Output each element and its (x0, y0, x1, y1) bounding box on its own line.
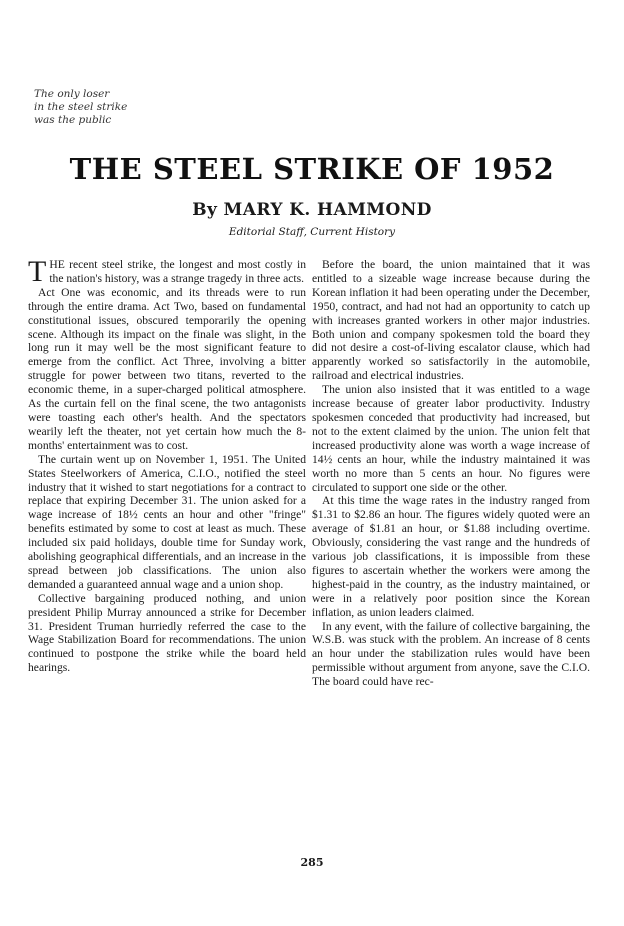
kicker-line-2: in the steel strike (34, 101, 128, 113)
right-column (312, 258, 590, 689)
author-affiliation: Editorial Staff, Current History (228, 226, 396, 238)
paragraph: At this time the wage rates in the industry ranged from $1.31 to $2.86 an hour. The figures widely quoted were an average of $1.81 an hour, or $1.88 including overtime. Obviously, considering the vast range and the hundreds of various job classifications, it is impossible from these figures to ascertain whether the workers were among the highest-paid in the country, as the industry maintained, or were in a relatively poor position since the Korean inflation, as union leaders claimed. (312, 494, 590, 619)
kicker-text (34, 88, 127, 127)
article-title: THE STEEL STRIKE OF 1952 (69, 152, 555, 186)
paragraph: In any event, with the failure of collective bargaining, the W.S.B. was stuck with the problem. An increase of 8 cents an hour under the stabilization rules would have been permissible without argument from anyone, save the C.I.O. The board could have rec- (312, 619, 590, 689)
paragraph: The union also insisted that it was entitled to a wage increase because of greater labor productivity. Industry spokesmen conceded that productivity had increased, but not to the extent claimed by the union. The union felt that increased productivity alone was worth a wage increase of 14½ cents an hour, while the industry maintained it was worth no more than 5 cents an hour. No figures were circulated to support one side or the other. (312, 383, 590, 494)
kicker-line-1: The only loser (34, 88, 110, 100)
page-number: 285 (300, 856, 324, 869)
paragraph: Before the board, the union maintained that it was entitled to a sizeable wage increase because during the Korean inflation it had been operating under the December, 1950, contract, and had not had an opportunity to catch up with increases granted workers in other major industries. Both union and company spokesmen told the board they did not desire a cost-of-living escalator clause, which had apparently worked so satisfactorily in the automobile, railroad and electrical industries. (312, 258, 590, 383)
paragraph: Collective bargaining produced nothing, and union president Philip Murray announced a strike for December 31. President Truman hurriedly referred the case to the Wage Stabilization Board for recommendations. The union continued to postpone the strike while the board held hearings. (28, 591, 306, 675)
drop-cap: T (28, 255, 47, 288)
paragraph: Act One was economic, and its threads were to run through the entire drama. Act Two, based on fundamental constitutional issues, obscured temporarily the opening scene. Although its impact on the finale was slight, in the long run it may well be the most significant feature to emerge from the conflict. Act Three, involving a bitter struggle for power between two titans, reverted to the economic theme, in a super-charged political atmosphere. As the curtain fell on the final scene, the two antagonists were toasting each other's health. And the spectators wearily left the theater, not yet certain how much the 8-months' entertainment was to cost. (28, 285, 306, 452)
paragraph: The curtain went up on November 1, 1951. The United States Steelworkers of America, C.I.O., notified the steel industry that it wished to start negotiations for a contract to replace that expiring December 31. The union asked for a wage increase of 18½ cents an hour and other "fringe" benefits estimated by some to cost at least as much. These included six paid holidays, double time for Sunday work, abolishing geographical differentials, and an increase in the spread between job classifications. The union also demanded a guaranteed annual wage and a union shop. (28, 452, 306, 591)
byline: By MARY K. HAMMOND (192, 200, 432, 220)
paragraph (28, 255, 306, 288)
paragraph-text: HE recent steel strike, the longest and most costly in the nation's history, was a strange tragedy in three acts. (49, 258, 306, 285)
kicker-line-3: was the public (34, 114, 112, 126)
left-column (28, 255, 306, 675)
